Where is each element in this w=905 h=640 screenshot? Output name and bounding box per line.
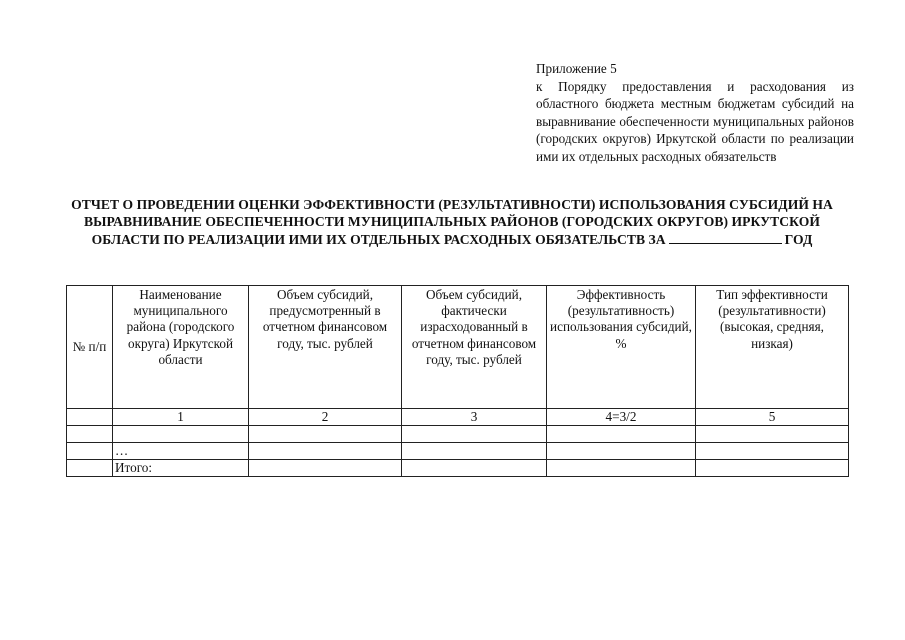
table-cell	[249, 426, 402, 443]
header-cell: Эффективность (результативность) использования субсидий, %	[547, 286, 696, 409]
table-cell	[402, 426, 547, 443]
table-cell	[402, 460, 547, 477]
report-title-suffix: ГОД	[784, 231, 813, 247]
table-row	[67, 426, 849, 443]
index-cell: 3	[402, 409, 547, 426]
report-table	[66, 285, 849, 477]
table-cell	[67, 426, 113, 443]
appendix-block	[536, 60, 854, 166]
index-cell: 5	[696, 409, 849, 426]
header-cell: Объем субсидий, предусмотренный в отчетном финансовом году, тыс. рублей	[249, 286, 402, 409]
report-title-text: ОТЧЕТ О ПРОВЕДЕНИИ ОЦЕНКИ ЭФФЕКТИВНОСТИ (РЕЗУЛЬТАТИВНОСТИ) ИСПОЛЬЗОВАНИЯ СУБСИДИЙ НА ВЫРАВНИВАНИЕ ОБЕСПЕЧЕННОСТИ МУНИЦИПАЛЬНЫХ РАЙОНОВ (ГОРОДСКИХ ОКРУГОВ) ИРКУТСКОЙ ОБЛАСТИ ПО РЕАЛИЗАЦИИ ИМИ ИХ ОТДЕЛЬНЫХ РАСХОДНЫХ ОБЯЗАТЕЛЬСТВ ЗА	[71, 197, 833, 247]
table-cell: …	[113, 443, 249, 460]
table-cell	[547, 426, 696, 443]
index-cell: 4=3/2	[547, 409, 696, 426]
table-row	[67, 443, 849, 460]
total-label: Итого:	[113, 460, 249, 477]
table-cell	[696, 460, 849, 477]
table-cell	[402, 443, 547, 460]
table-cell	[67, 443, 113, 460]
index-cell: 1	[113, 409, 249, 426]
year-blank-line	[669, 232, 782, 244]
table-index-row	[67, 409, 849, 426]
table-cell	[67, 460, 113, 477]
table-cell	[249, 460, 402, 477]
table-cell	[547, 443, 696, 460]
appendix-text: к Порядку предоставления и расходования из областного бюджета местным бюджетам субсидий на выравнивание обеспеченности муниципальных районов (городских округов) Иркутской области по реализации ими их отдельных расходных обязательств	[536, 78, 854, 164]
header-cell: Объем субсидий, фактически израсходованный в отчетном финансовом году, тыс. рублей	[402, 286, 547, 409]
table-cell	[249, 443, 402, 460]
header-cell: Тип эффективности (результативности) (высокая, средняя, низкая)	[696, 286, 849, 409]
table-cell	[113, 426, 249, 443]
table-cell	[547, 460, 696, 477]
index-cell	[67, 409, 113, 426]
header-cell: № п/п	[67, 286, 113, 409]
report-title	[60, 196, 844, 248]
table-header-row	[67, 286, 849, 409]
index-cell: 2	[249, 409, 402, 426]
table-total-row	[67, 460, 849, 477]
header-cell: Наименование муниципального района (городского округа) Иркутской области	[113, 286, 249, 409]
appendix-title: Приложение 5	[536, 61, 617, 76]
table-cell	[696, 443, 849, 460]
table-cell	[696, 426, 849, 443]
